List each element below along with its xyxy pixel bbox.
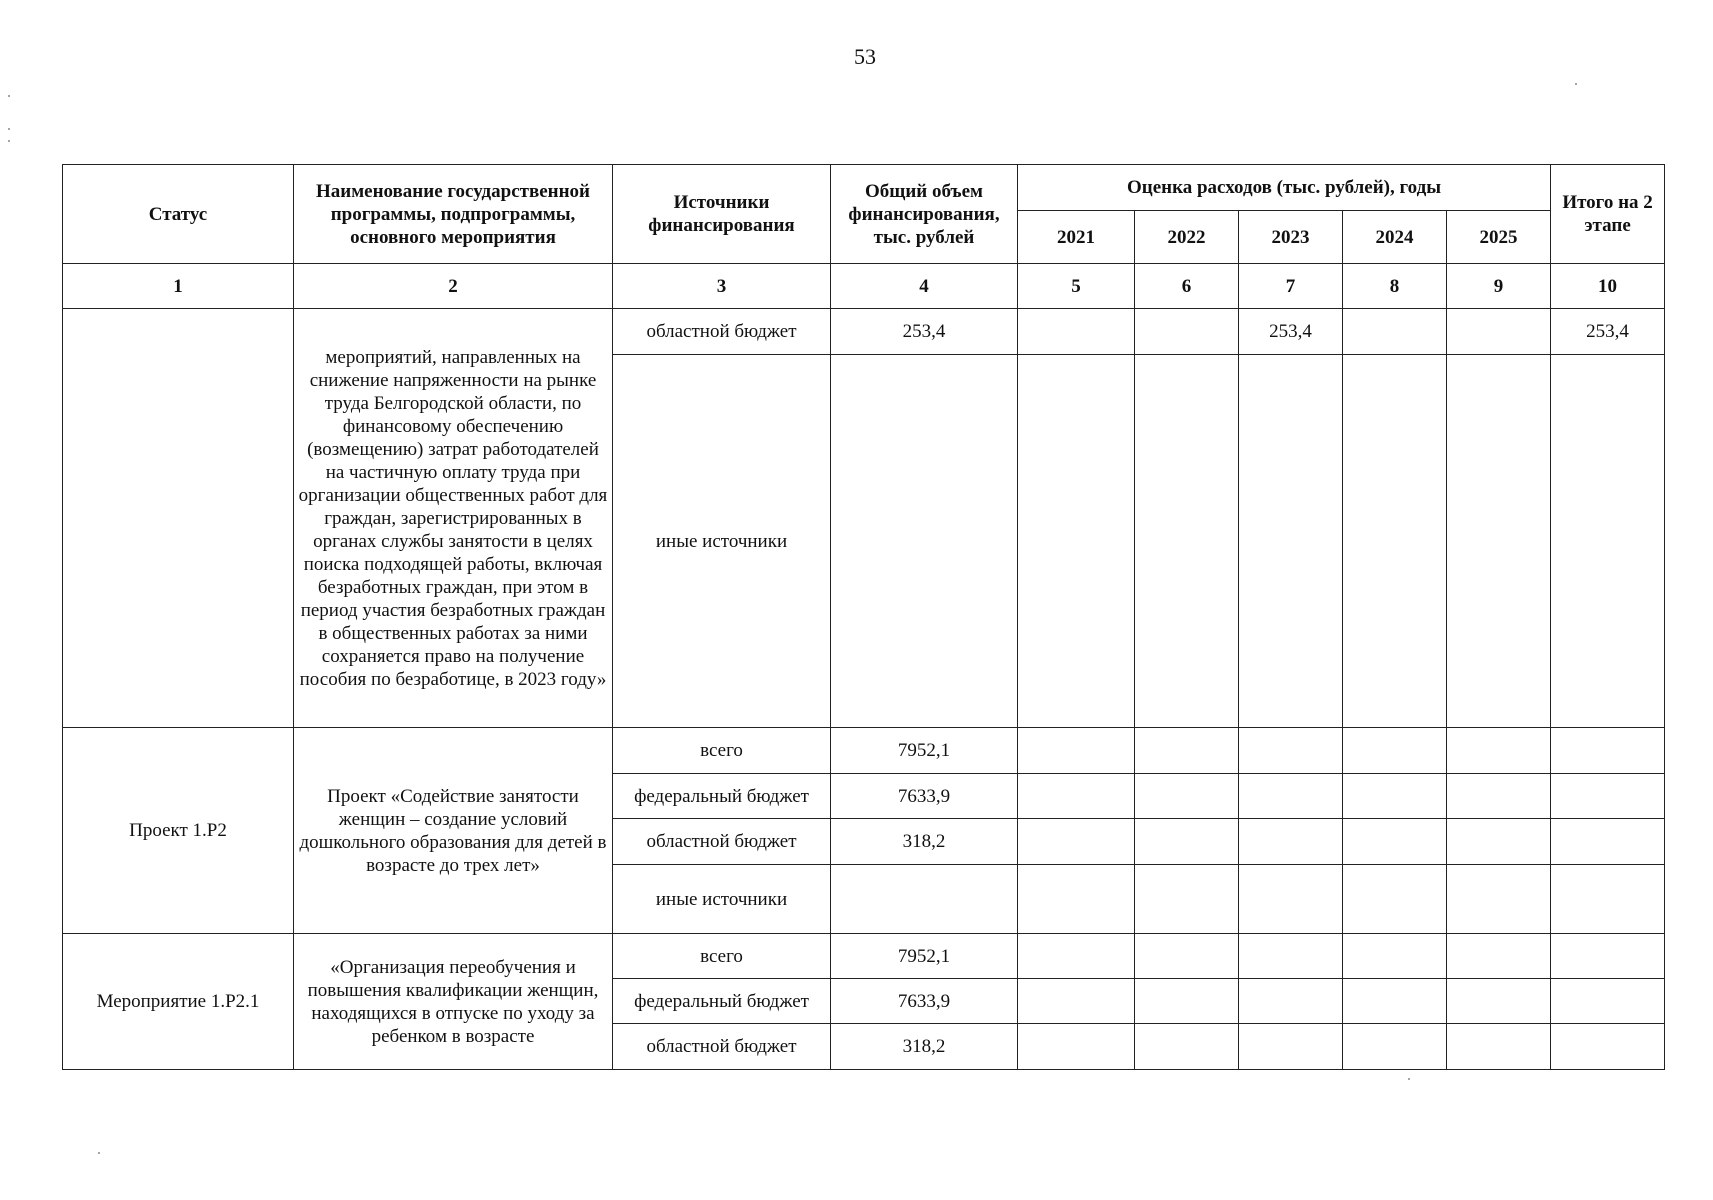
column-number: 7 xyxy=(1239,264,1343,309)
stage-total-cell xyxy=(1551,819,1665,865)
stage-total-cell xyxy=(1551,934,1665,979)
year-cell xyxy=(1447,774,1551,819)
year-cell xyxy=(1447,865,1551,934)
year-cell xyxy=(1343,309,1447,355)
year-cell xyxy=(1018,309,1135,355)
year-cell xyxy=(1135,865,1239,934)
source-cell: федеральный бюджет xyxy=(613,979,831,1024)
source-cell: областной бюджет xyxy=(613,819,831,865)
year-cell xyxy=(1135,774,1239,819)
header-sources: Источники финансирования xyxy=(613,165,831,264)
column-number: 9 xyxy=(1447,264,1551,309)
year-cell xyxy=(1239,728,1343,774)
year-cell xyxy=(1135,309,1239,355)
page-number: 53 xyxy=(854,44,876,69)
total-cell: 318,2 xyxy=(831,1024,1018,1070)
year-cell xyxy=(1447,355,1551,728)
header-year: 2024 xyxy=(1343,211,1447,264)
source-cell: всего xyxy=(613,934,831,979)
year-cell xyxy=(1239,819,1343,865)
table-row xyxy=(63,728,1665,774)
status-cell xyxy=(63,309,294,728)
year-cell xyxy=(1343,865,1447,934)
status-cell: Проект 1.Р2 xyxy=(63,728,294,934)
year-cell xyxy=(1343,819,1447,865)
total-cell: 7633,9 xyxy=(831,979,1018,1024)
year-cell xyxy=(1343,774,1447,819)
header-status: Статус xyxy=(63,165,294,264)
column-number: 2 xyxy=(294,264,613,309)
year-cell xyxy=(1239,979,1343,1024)
year-cell xyxy=(1135,979,1239,1024)
column-number: 8 xyxy=(1343,264,1447,309)
column-number: 4 xyxy=(831,264,1018,309)
program-name-cell: «Организация переобучения и повышения квалификации женщин, находящихся в отпуске по уходу за ребенком в возрасте xyxy=(294,934,613,1070)
year-cell xyxy=(1343,934,1447,979)
year-cell xyxy=(1343,355,1447,728)
header-year: 2025 xyxy=(1447,211,1551,264)
source-cell: федеральный бюджет xyxy=(613,774,831,819)
column-number: 10 xyxy=(1551,264,1665,309)
year-cell xyxy=(1135,1024,1239,1070)
total-cell: 318,2 xyxy=(831,819,1018,865)
header-stage-total: Итого на 2 этапе xyxy=(1551,165,1665,264)
year-cell xyxy=(1447,728,1551,774)
year-cell xyxy=(1239,355,1343,728)
column-number: 3 xyxy=(613,264,831,309)
scan-speck xyxy=(8,95,10,97)
year-cell: 253,4 xyxy=(1239,309,1343,355)
total-cell xyxy=(831,865,1018,934)
stage-total-cell xyxy=(1551,865,1665,934)
scan-speck xyxy=(1408,1078,1410,1080)
header-row xyxy=(63,165,1665,211)
source-cell: областной бюджет xyxy=(613,309,831,355)
year-cell xyxy=(1018,1024,1135,1070)
year-cell xyxy=(1447,819,1551,865)
source-cell: всего xyxy=(613,728,831,774)
scan-speck xyxy=(98,1152,100,1154)
header-total-volume: Общий объем финансирования, тыс. рублей xyxy=(831,165,1018,264)
year-cell xyxy=(1018,865,1135,934)
source-cell: иные источники xyxy=(613,355,831,728)
year-cell xyxy=(1018,774,1135,819)
column-number-row xyxy=(63,264,1665,309)
column-number: 1 xyxy=(63,264,294,309)
year-cell xyxy=(1018,355,1135,728)
total-cell xyxy=(831,355,1018,728)
source-cell: иные источники xyxy=(613,865,831,934)
program-name-cell: мероприятий, направленных на снижение напряженности на рынке труда Белгородской области, по финансовому обеспечению (возмещению) затрат работодателей на частичную оплату труда при организации общественных работ для граждан, зарегистрированных в органах службы занятости в целях поиска подходящей работы, включая безработных граждан, при этом в период участия безработных граждан в общественных работах за ними сохраняется право на получение пособия по безработице, в 2023 году» xyxy=(294,309,613,728)
year-cell xyxy=(1447,309,1551,355)
year-cell xyxy=(1343,979,1447,1024)
source-cell: областной бюджет xyxy=(613,1024,831,1070)
total-cell: 7633,9 xyxy=(831,774,1018,819)
column-number: 6 xyxy=(1135,264,1239,309)
stage-total-cell xyxy=(1551,1024,1665,1070)
budget-table xyxy=(62,164,1665,1070)
year-cell xyxy=(1018,819,1135,865)
stage-total-cell xyxy=(1551,728,1665,774)
year-cell xyxy=(1135,728,1239,774)
total-cell: 253,4 xyxy=(831,309,1018,355)
year-cell xyxy=(1135,819,1239,865)
scan-speck xyxy=(8,140,10,142)
year-cell xyxy=(1018,934,1135,979)
year-cell xyxy=(1018,979,1135,1024)
year-cell xyxy=(1135,934,1239,979)
header-year: 2022 xyxy=(1135,211,1239,264)
year-cell xyxy=(1135,355,1239,728)
stage-total-cell xyxy=(1551,979,1665,1024)
total-cell: 7952,1 xyxy=(831,728,1018,774)
stage-total-cell xyxy=(1551,355,1665,728)
stage-total-cell: 253,4 xyxy=(1551,309,1665,355)
year-cell xyxy=(1447,1024,1551,1070)
program-name-cell: Проект «Содействие занятости женщин – создание условий дошкольного образования для детей в возрасте до трех лет» xyxy=(294,728,613,934)
year-cell xyxy=(1018,728,1135,774)
status-cell: Мероприятие 1.Р2.1 xyxy=(63,934,294,1070)
header-name: Наименование государственной программы, подпрограммы, основного мероприятия xyxy=(294,165,613,264)
year-cell xyxy=(1239,865,1343,934)
year-cell xyxy=(1239,1024,1343,1070)
column-number: 5 xyxy=(1018,264,1135,309)
table-row xyxy=(63,934,1665,979)
table-row xyxy=(63,309,1665,355)
header-year: 2023 xyxy=(1239,211,1343,264)
year-cell xyxy=(1239,934,1343,979)
scan-speck xyxy=(8,128,10,130)
scan-speck xyxy=(1575,83,1577,85)
total-cell: 7952,1 xyxy=(831,934,1018,979)
stage-total-cell xyxy=(1551,774,1665,819)
year-cell xyxy=(1447,934,1551,979)
header-estimate: Оценка расходов (тыс. рублей), годы xyxy=(1018,165,1551,211)
year-cell xyxy=(1343,728,1447,774)
year-cell xyxy=(1239,774,1343,819)
year-cell xyxy=(1343,1024,1447,1070)
year-cell xyxy=(1447,979,1551,1024)
header-year: 2021 xyxy=(1018,211,1135,264)
